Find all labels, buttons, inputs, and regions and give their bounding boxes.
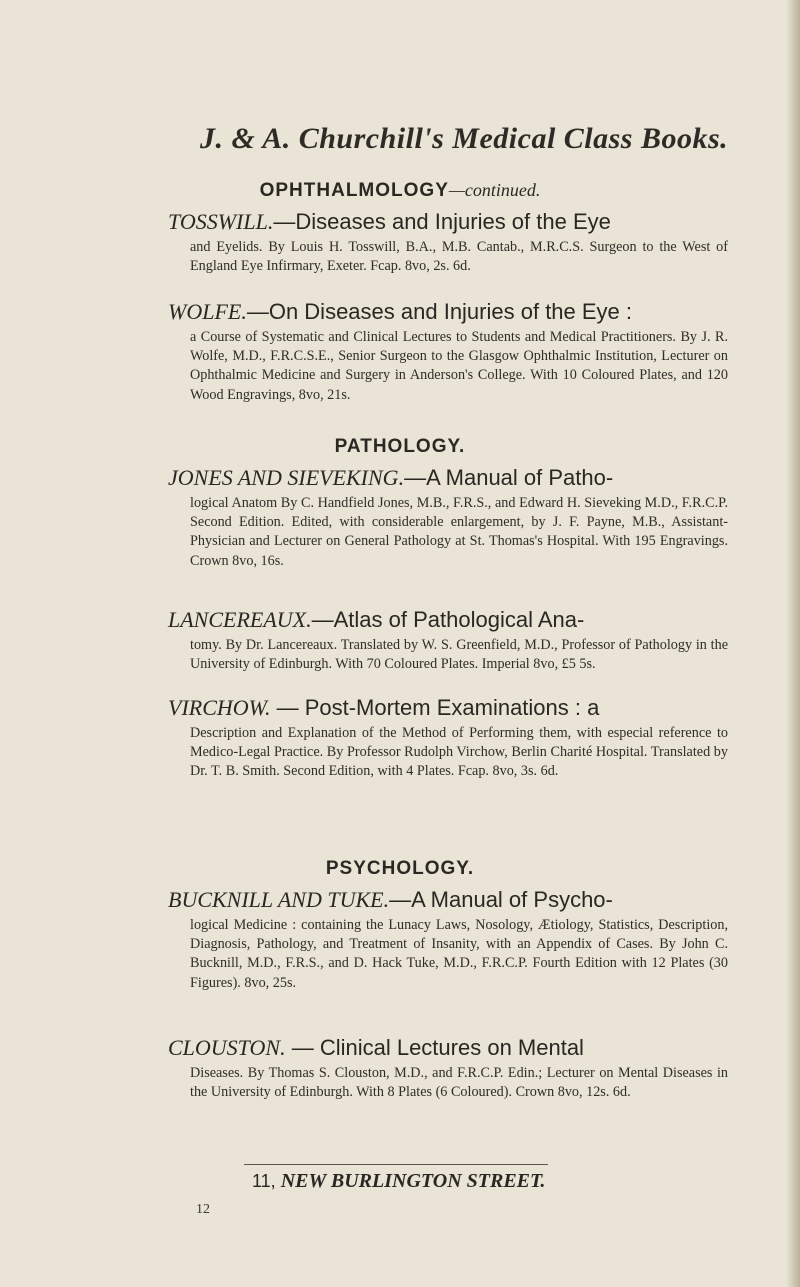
entry-title-text: —On Diseases and Injuries of the Eye : [246,299,633,324]
entry-title-text: — Post-Mortem Examinations : a [270,695,600,720]
entry-title-text: —Atlas of Pathological Ana- [311,607,585,632]
entry-author: WOLFE. [168,299,247,324]
entry-description: Diseases. By Thomas S. Clouston, M.D., and F.R.C.P. Edin.; Lecturer on Mental Diseases in the University of Edinburgh. With 8 Plates (6 Coloured). Crown 8vo, 12s. 6d. [190,1065,728,1101]
entry-bucknill-and-tuke [168,886,728,993]
entry-description: a Course of Systematic and Clinical Lectures to Students and Medical Practitioners. By J. R. Wolfe, M.D., F.R.C.S.E., Senior Surgeon to the Glasgow Ophthalmic Institution, Lecturer on Ophthalmic Medicine and Surgery in Anderson's College. With 10 Coloured Plates, and 120 Wood Engravings, 8vo, 21s. [190,329,728,403]
footer-rule [244,1164,548,1165]
entry-title [168,298,728,326]
entry-clouston [168,1034,728,1102]
entry-author: JONES AND SIEVEKING. [168,465,405,490]
entry-author: BUCKNILL AND TUKE. [168,887,390,912]
entry-jones-and-sieveking [168,464,728,571]
section-heading-text: OPHTHALMOLOGY [259,180,449,201]
entry-author: LANCEREAUX. [168,607,312,632]
entry-title [168,1034,728,1062]
entry-description: logical Anatom By C. Handfield Jones, M.B., F.R.S., and Edward H. Sieveking M.D., F.R.C.P. Second Edition. Edited, with considerable enlargement, by J. F. Payne, M.B., Assistant-Physician and Lecturer on General Pathology at St. Thomas's Hospital. With 195 Engravings. Crown 8vo, 16s. [190,495,728,569]
entry-author: TOSSWILL. [168,209,274,234]
entry-description: tomy. By Dr. Lancereaux. Translated by W. S. Greenfield, M.D., Professor of Pathology in the University of Edinburgh. With 70 Coloured Plates. Imperial 8vo, £5 5s. [190,637,728,673]
entry-tosswill [168,208,728,276]
section-heading-ophthalmology [0,180,800,202]
entry-title-text: — Clinical Lectures on Mental [285,1035,584,1060]
entry-wolfe [168,298,728,405]
entry-title [168,694,728,722]
address-street: NEW BURLINGTON STREET. [280,1170,546,1192]
entry-virchow [168,694,728,782]
entry-title-text: —A Manual of Psycho- [389,887,613,912]
section-heading-pathology [0,436,800,458]
publisher-address [252,1170,545,1193]
entry-lancereaux [168,606,728,674]
entry-author: CLOUSTON. [168,1035,286,1060]
entry-title [168,208,728,236]
address-number: 11, [252,1171,276,1191]
entry-description: and Eyelids. By Louis H. Tosswill, B.A., M.B. Cantab., M.R.C.S. Surgeon to the West of England Eye Infirmary, Exeter. Fcap. 8vo, 2s. 6d. [190,239,728,275]
section-heading-text: PSYCHOLOGY. [325,858,475,879]
entry-description: logical Medicine : containing the Lunacy Laws, Nosology, Ætiology, Statistics, Description, Diagnosis, Pathology, and Treatment of Insanity, with an Appendix of Cases. By John C. Bucknill, M.D., F.R.S., and D. Hack Tuke, M.D., F.R.C.P. Fourth Edition with 12 Plates (30 Figures). 8vo, 25s. [190,917,728,991]
section-heading-text: PATHOLOGY. [334,436,466,457]
running-head: J. & A. Churchill's Medical Class Books. [200,122,729,155]
entry-title [168,886,728,914]
section-heading-suffix: —continued. [448,180,541,200]
entry-title [168,606,728,634]
entry-title-text: —A Manual of Patho- [404,465,614,490]
entry-title [168,464,728,492]
entry-author: VIRCHOW. [168,695,271,720]
section-heading-psychology [0,858,800,880]
entry-description: Description and Explanation of the Method of Performing them, with especial reference to Medico-Legal Practice. By Professor Rudolph Virchow, Berlin Charité Hospital. Translated by Dr. T. B. Smith. Second Edition, with 4 Plates. Fcap. 8vo, 3s. 6d. [190,725,728,780]
page-number: 12 [196,1202,210,1217]
entry-title-text: —Diseases and Injuries of the Eye [273,209,611,234]
